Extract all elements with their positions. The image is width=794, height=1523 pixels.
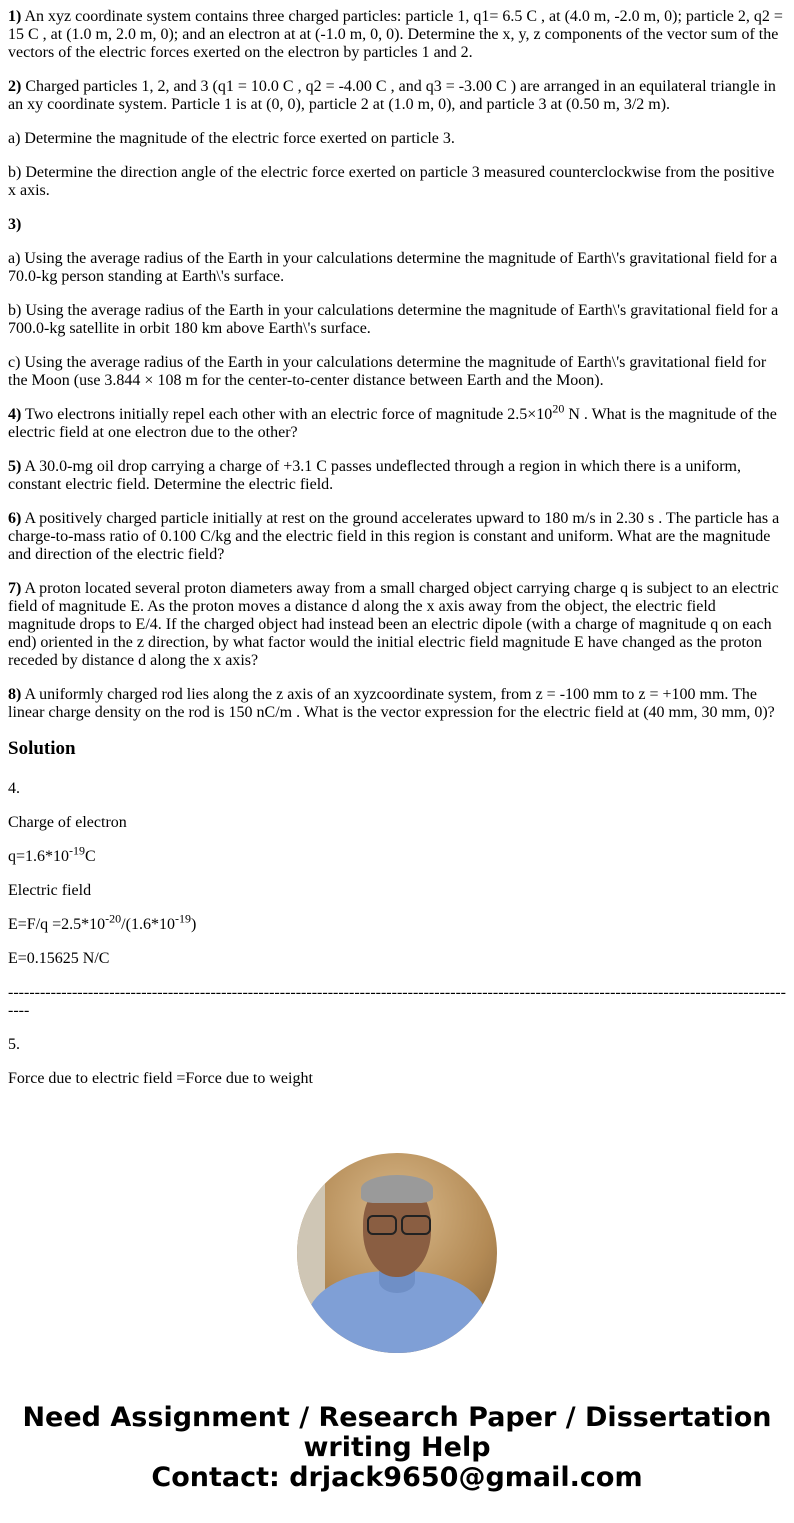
charge-label: Charge of electron: [8, 814, 127, 831]
promo-contact: Contact: drjack9650@gmail.com: [151, 1462, 643, 1493]
question-text: Two electrons initially repel each other with an electric force of magnitude 2.5×10: [25, 406, 553, 423]
field-result: E=0.15625 N/C: [8, 950, 110, 967]
charge-equation: [8, 843, 786, 866]
question-number: 5): [8, 458, 22, 475]
question-2: [8, 78, 786, 114]
equation-text: q=1.6*10: [8, 848, 70, 865]
author-photo: [297, 1153, 497, 1353]
equation-text: C: [85, 848, 96, 865]
exponent: -19: [69, 843, 86, 858]
solution-5-number: 5.: [8, 1036, 20, 1053]
question-text: A positively charged particle initially at rest on the ground accelerates upward to 180 m/s in 2.30 s . The particle has a charge-to-mass ratio of 0.100 C/kg and the electric field in this region is constant and uniform. What are the magnitude and direction of the electric field?: [8, 510, 780, 563]
question-1: [8, 8, 786, 62]
promo-line-2: writing Help: [303, 1432, 491, 1463]
question-number: 8): [8, 686, 22, 703]
exponent: -19: [174, 911, 191, 926]
question-7: [8, 580, 786, 670]
question-text: An xyz coordinate system contains three charged particles: particle 1, q1= 6.5 C , at (4.0 m, -2.0 m, 0); particle 2, q2 = 15 C , at (1.0 m, 2.0 m, 0); and an electron at at (-1.0 m, 0, 0). Determine the x, y, z components of the vector sum of the vectors of the electric forces exerted on the electron by particles 1 and 2.: [8, 8, 783, 61]
exponent: 20: [552, 401, 565, 416]
document-body: [8, 8, 786, 1123]
question-text: A 30.0-mg oil drop carrying a charge of +3.1 C passes undeflected through a region in which there is a uniform, constant electric field. Determine the electric field.: [8, 458, 741, 493]
question-2a: a) Determine the magnitude of the electric force exerted on particle 3.: [8, 130, 455, 147]
question-text: Charged particles 1, 2, and 3 (q1 = 10.0 C , q2 = -4.00 C , and q3 = -3.00 C ) are arranged in an equilateral triangle in an xy coordinate system. Particle 1 is at (0, 0), particle 2 at (1.0 m, 0), and particle 3 at (0.50 m, 3/2 m).: [8, 78, 776, 113]
divider-line: ------------------------------------------------------------------------------------------------------------------------------------------------------: [8, 984, 786, 1019]
question-2b: b) Determine the direction angle of the electric force exerted on particle 3 measured counterclockwise from the positive x axis.: [8, 164, 775, 199]
question-number: 1): [8, 8, 22, 25]
equation-text: E=F/q =2.5*10: [8, 916, 106, 933]
equation-text: ): [190, 916, 197, 933]
promo-section: [0, 1153, 794, 1493]
question-number: 7): [8, 580, 22, 597]
solution-5-text: Force due to electric field =Force due to weight: [8, 1070, 313, 1087]
question-8: [8, 686, 786, 722]
question-number: 6): [8, 510, 22, 527]
promo-line-1: Need Assignment / Research Paper / Dissertation: [22, 1402, 772, 1433]
equation-text: /(1.6*10: [121, 916, 175, 933]
question-3: [8, 216, 786, 234]
question-text: A uniformly charged rod lies along the z axis of an xyzcoordinate system, from z = -100 mm to z = +100 mm. The linear charge density on the rod is 150 nC/m . What is the vector expression for the electric field at (40 mm, 30 mm, 0)?: [8, 686, 775, 721]
question-5: [8, 458, 786, 494]
solution-4-number: 4.: [8, 780, 20, 797]
question-text: A proton located several proton diameters away from a small charged object carrying charge q is subject to an electric field of magnitude E. As the proton moves a distance d along the x axis away from the object, the electric field magnitude drops to E/4. If the charged object had instead been an electric dipole (with a charge of magnitude q on each end) oriented in the z direction, by what factor would the initial electric field magnitude E have changed as the proton receded by distance d along the x axis?: [8, 580, 779, 669]
question-3b: b) Using the average radius of the Earth in your calculations determine the magnitude of Earth\'s gravitational field for a 700.0-kg satellite in orbit 180 km above Earth\'s surface.: [8, 302, 779, 337]
question-number: 3): [8, 216, 22, 233]
question-number: 2): [8, 78, 22, 95]
question-3c: c) Using the average radius of the Earth in your calculations determine the magnitude of Earth\'s gravitational field for the Moon (use 3.844 × 108 m for the center-to-center distance between Earth and the Moon).: [8, 354, 767, 389]
field-label: Electric field: [8, 882, 92, 899]
solution-heading: Solution: [8, 738, 76, 759]
question-3a: a) Using the average radius of the Earth in your calculations determine the magnitude of Earth\'s gravitational field for a 70.0-kg person standing at Earth\'s surface.: [8, 250, 778, 285]
question-text-cont: N . What is the magnitude of the electric field at one electron due to the other?: [8, 406, 777, 441]
question-4: [8, 401, 786, 442]
promo-text: [0, 1403, 794, 1493]
exponent: -20: [105, 911, 122, 926]
question-number: 4): [8, 406, 22, 423]
question-6: [8, 510, 786, 564]
field-equation: [8, 911, 786, 934]
